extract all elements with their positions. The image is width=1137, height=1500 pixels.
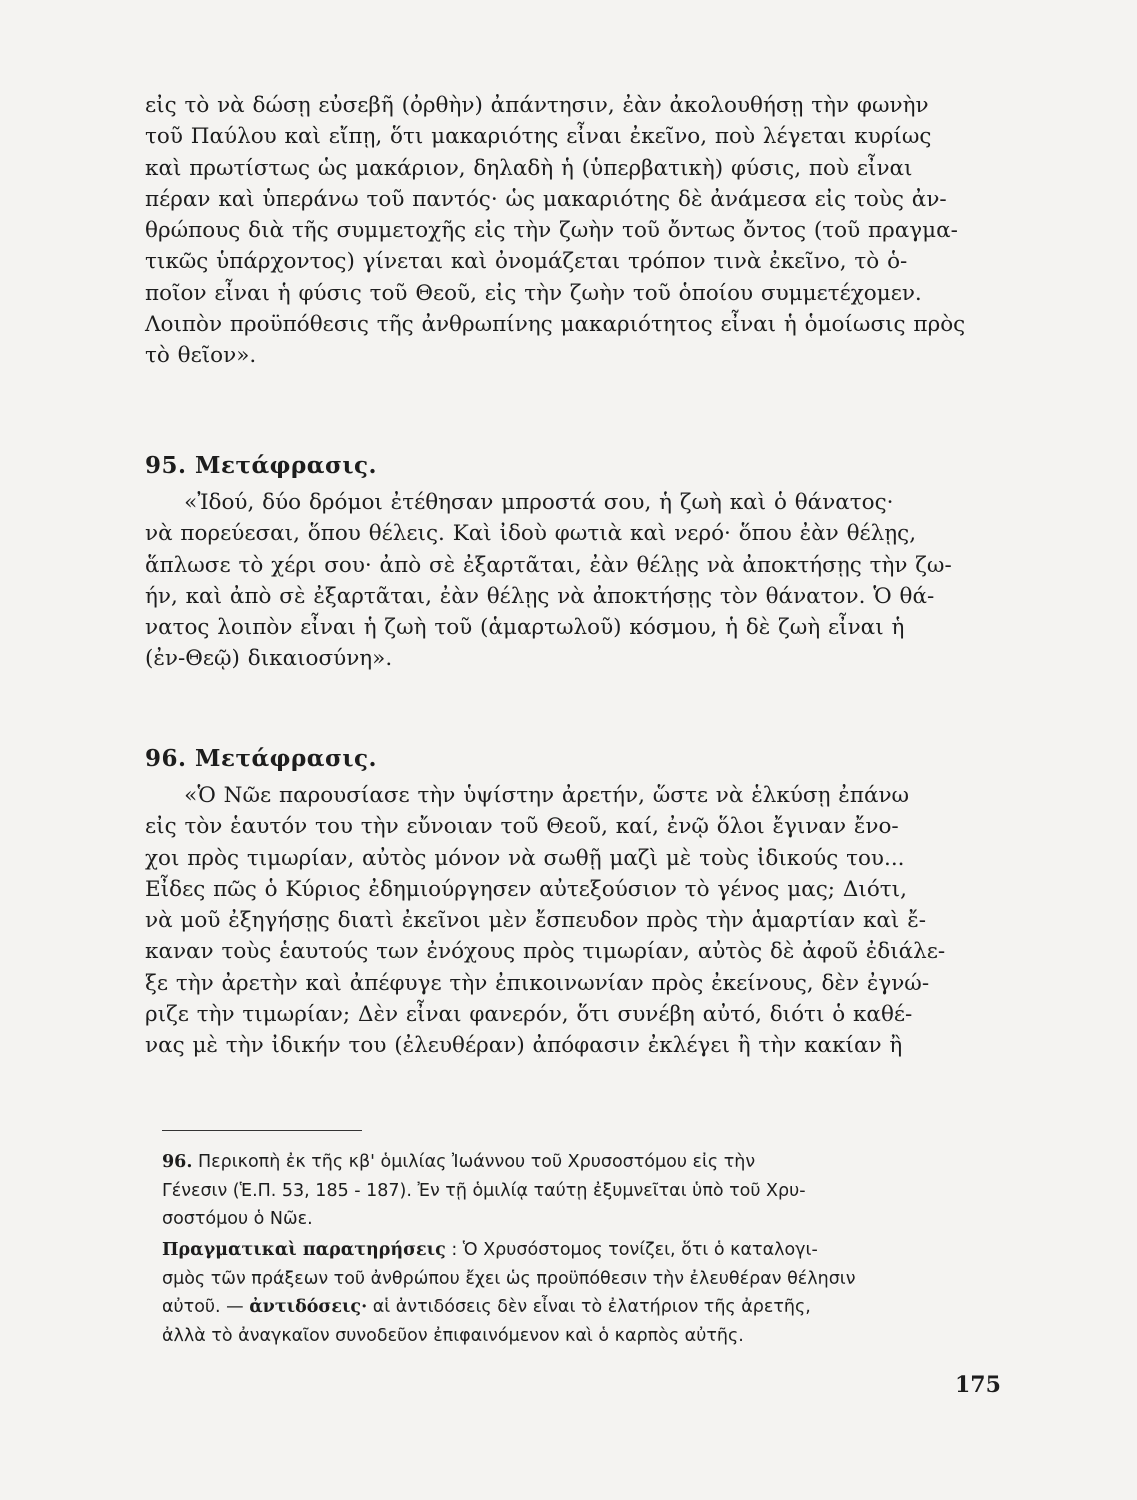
- section-96-text: «Ὁ Νῶε παρουσίασε τὴν ὑψίστην ἀρετήν, ὥστε νὰ ἑλκύσῃ ἐπάνω εἰς τὸν ἑαυτόν του τὴν εὔνοιαν τοῦ Θεοῦ, καί, ἐνῷ ὅλοι ἔγιναν ἔνο- χοι πρὸς τιμωρίαν, αὐτὸς μόνον νὰ σωθῇ μαζὶ μὲ τοὺς ἰδικούς του... Εἶδες πῶς ὁ Κύριος ἐδημιούργησεν αὐτεξούσιον τὸ γένος μας; Διότι, νὰ μοῦ ἐξηγήσῃς διατὶ ἐκεῖνοι μὲν ἔσπευδον πρὸς τὴν ἁμαρτίαν καὶ ἔ- καναν τοὺς ἑαυτούς των ἐνόχους πρὸς τιμωρίαν, αὐτὸς δὲ ἀφοῦ ἐδιάλε- ξε τὴν ἀρετὴν καὶ ἀπέφυγε τὴν ἐπικοινωνίαν πρὸς ἐκείνους, δὲν ἐγνώ- ριζε τὴν τιμωρίαν; Δὲν εἶναι φανερόν, ὅτι συνέβη αὐτό, διότι ὁ καθέ- νας μὲ τὴν ἰδικήν του (ἐλευθέραν) ἀπόφασιν ἐκλέγει ἢ τὴν κακίαν ἢ: [145, 783, 946, 1059]
- page-number: 175: [955, 1372, 1001, 1398]
- footnote-number: 96.: [162, 1152, 193, 1172]
- section-95-heading: 95. Μετάφρασις.: [145, 452, 378, 479]
- footnote-divider: [162, 1130, 362, 1131]
- footnote-remarks: [162, 1236, 1002, 1350]
- rewards-text: αἱ ἀντιδόσεις δὲν εἶναι τὸ ἐλατήριον τῆς ἀρετῆς, ἀλλὰ τὸ ἀναγκαῖον συνοδεῦον ἐπιφαινόμενον καὶ ὁ καρπὸς αὐτῆς.: [162, 1297, 811, 1346]
- rewards-label: ἀντιδόσεις·: [249, 1297, 368, 1317]
- remarks-label: Πραγματικαὶ παρατηρήσεις: [162, 1240, 446, 1260]
- footnote-reference: [162, 1148, 1002, 1234]
- remarks-text: : Ὁ Χρυσόστομος τονίζει, ὅτι ὁ καταλογι- σμὸς τῶν πράξεων τοῦ ἀνθρώπου ἔχει ὡς προϋπόθεσιν τὴν ἐλευθέραν θέλησιν αὐτοῦ. —: [162, 1240, 856, 1317]
- section-96-heading: 96. Μετάφρασις.: [145, 745, 378, 772]
- footnote-source: Περικοπὴ ἐκ τῆς κβ' ὁμιλίας Ἰωάννου τοῦ Χρυσοστόμου εἰς τὴν Γένεσιν (Ἑ.Π. 53, 185 - 187). Ἐν τῇ ὁμιλίᾳ ταύτῃ ἐξυμνεῖται ὑπὸ τοῦ Χρυ- σοστόμου ὁ Νῶε.: [162, 1152, 806, 1229]
- section-95-text: «Ἰδού, δύο δρόμοι ἐτέθησαν μπροστά σου, ἡ ζωὴ καὶ ὁ θάνατος· νὰ πορεύεσαι, ὅπου θέλεις. Καὶ ἰδοὺ φωτιὰ καὶ νερό· ὅπου ἐὰν θέλῃς, ἅπλωσε τὸ χέρι σου· ἀπὸ σὲ ἐξαρτᾶται, ἐὰν θέλῃς νὰ ἀποκτήσῃς τὴν ζω- ήν, καὶ ἀπὸ σὲ ἐξαρτᾶται, ἐὰν θέλῃς νὰ ἀποκτήσῃς τὸν θάνατον. Ὁ θά- νατος λοιπὸν εἶναι ἡ ζωὴ τοῦ (ἁμαρτωλοῦ) κόσμου, ἡ δὲ ζωὴ εἶναι ἡ (ἐν-Θεῷ) δικαιοσύνη».: [145, 490, 952, 672]
- paragraph-continued: εἰς τὸ νὰ δώσῃ εὐσεβῆ (ὀρθὴν) ἀπάντησιν, ἐὰν ἀκολουθήσῃ τὴν φωνὴν τοῦ Παύλου καὶ εἴπῃ, ὅτι μακαριότης εἶναι ἐκεῖνο, ποὺ λέγεται κυρίως καὶ πρωτίστως ὡς μακάριον, δηλαδὴ ἡ (ὑπερβατικὴ) φύσις, ποὺ εἶναι πέραν καὶ ὑπεράνω τοῦ παντός· ὡς μακαριότης δὲ ἀνάμεσα εἰς τοὺς ἀν- θρώπους διὰ τῆς συμμετοχῆς εἰς τὴν ζωὴν τοῦ ὄντως ὄντος (τοῦ πραγμα- τικῶς ὑπάρχοντος) γίνεται καὶ ὀνομάζεται τρόπον τινὰ ἐκεῖνο, τὸ ὁ- ποῖον εἶναι ἡ φύσις τοῦ Θεοῦ, εἰς τὴν ζωὴν τοῦ ὁποίου συμμετέχομεν. Λοιπὸν προϋπόθεσις τῆς ἀνθρωπίνης μακαριότητος εἶναι ἡ ὁμοίωσις πρὸς τὸ θεῖον».: [145, 93, 966, 369]
